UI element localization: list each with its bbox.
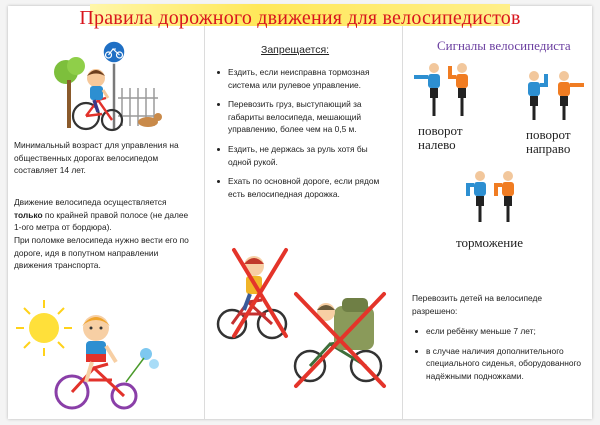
forbidden-rule-4: Ехать по основной дороге, если рядом есть велосипедная дорожка. [214,175,390,200]
kids-rules-list [412,325,588,389]
lane-rule-bold: только [14,209,43,220]
girl-on-tricycle-illustration [16,296,166,414]
signal-left-label: поворот налево [418,123,463,152]
no-broken-bike-illustration [214,244,294,344]
kids-rule-1: если ребёнку меньше 7 лет; [412,325,588,338]
left-turn-signal-illustration [412,58,484,118]
age-rule-text: Минимальный возраст для управления на общественных дорогах велосипедом составляет 14 лет. [14,140,179,176]
lane-rule-text [14,196,190,234]
forbidden-rule-1: Ездить, если неисправна тормозная система или рулевое управление. [214,66,390,91]
lane-rule-after: по крайней правой полосе (не далее 1-ого метра от бордюра). [14,209,189,233]
breakdown-rule-text: При поломке велосипеда нужно вести его по дороге, идя в попутном направлении движения транспорта. [14,235,189,271]
brake-signal-illustration [466,166,526,224]
forbidden-rule-3: Ездить, не держась за руль хотя бы одной рукой. [214,143,390,168]
signals-title: Сигналы велосипедиста [437,38,571,53]
no-oversized-cargo-illustration [290,292,390,388]
kids-rule-2: в случае наличия дополнительного специального сиденья, оборудованного надёжными подножками. [412,345,588,383]
right-turn-signal-illustration [520,66,592,122]
forbidden-heading: Запрещается: [261,44,330,56]
lane-rule-before: Движение велосипеда осуществляется [14,197,167,207]
forbidden-rule-2: Перевозить груз, выступающий за габариты велосипеда, мешающий управлению, более чем на 0,5 м. [214,98,390,136]
signal-right-label: поворот направо [526,127,571,156]
kids-intro-text: Перевозить детей на велосипеде разрешено: [412,293,543,316]
column-divider-left [204,6,205,419]
page-title: Правила дорожного движения для велосипедистов [79,7,521,29]
signal-brake-label: торможение [456,235,523,250]
forbidden-rules-list [214,66,390,207]
boy-with-bike-illustration [52,38,172,138]
column-divider-right [402,6,403,419]
